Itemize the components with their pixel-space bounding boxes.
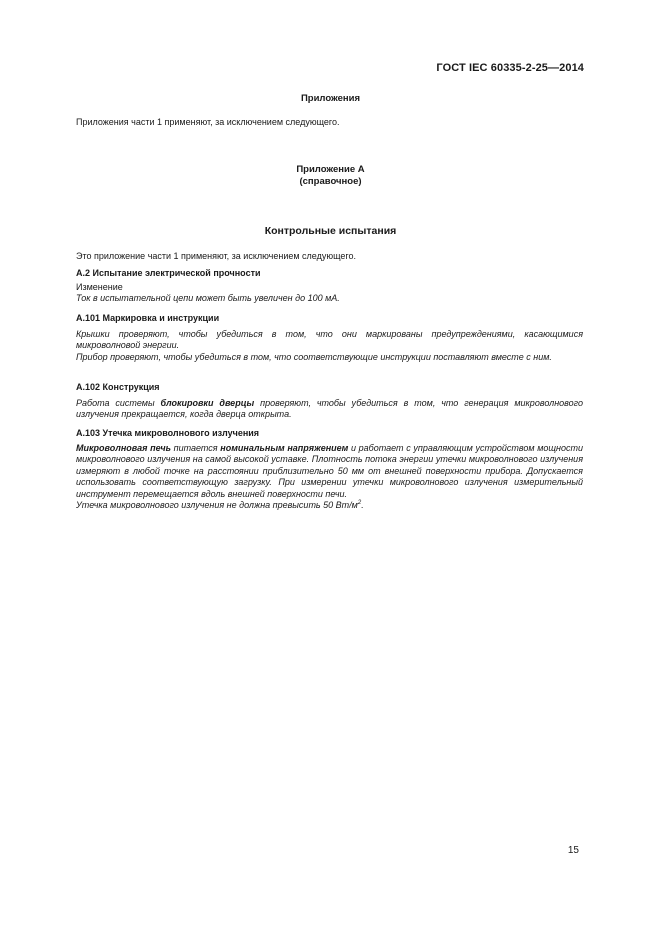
a103-p1-bold2: номинальным напряжением: [220, 442, 349, 453]
a103-p1-post: и работает с управляющим устройством мощности микроволнового излучения на самой высокой уставке. Плотность потока энергии утечки микроволнового излучения измеряют в любой точке на расстоянии приблизительно 50 мм от внешней поверхности прибора. Допускается использовать соответствующую загрузку. При измерении утечки микроволнового излучения измерительный инструмент перемещается вдоль внешней поверхности печи.: [76, 442, 583, 499]
section-a102-p1: [76, 398, 583, 421]
section-a103: [76, 428, 583, 512]
section-a2: [76, 268, 583, 305]
a102-p1-bold: блокировки дверцы: [160, 397, 255, 408]
section-a102: [76, 382, 583, 421]
section-a101: [76, 313, 583, 363]
annex-intro: Это приложение части 1 применяют, за исключением следующего.: [76, 251, 357, 261]
appendices-heading: Приложения: [300, 93, 361, 104]
section-a2-text: Ток в испытательной цепи может быть увеличен до 100 мА.: [76, 293, 340, 303]
page-number: 15: [567, 845, 579, 856]
annex-subtitle: (справочное): [299, 176, 362, 187]
a103-p2-sup: 2: [357, 500, 362, 506]
section-a101-heading: А.101 Маркировка и инструкции: [76, 313, 220, 323]
appendices-text: [76, 117, 583, 129]
a102-p1-post: проверяют, чтобы убедиться в том, что генерация микроволнового излучения прекращается, когда дверца открыта.: [76, 397, 584, 419]
section-a101-p1: Крышки проверяют, чтобы убедиться в том, что они маркированы предупреждениями, касающимися микроволновой энергии.: [76, 328, 583, 350]
section-a103-p2: [76, 500, 583, 512]
a103-p2-text: Утечка микроволнового излучения не должна превысить 50 Вт/м: [76, 500, 358, 510]
a103-p1-bold1: Микроволновая печь: [76, 442, 171, 453]
annex-intro-block: [76, 251, 583, 263]
a102-p1-pre: Работа системы: [76, 397, 161, 408]
annex-title-block: [0, 164, 661, 188]
a103-p2-end: .: [361, 500, 364, 510]
appendices-paragraph: Приложения части 1 применяют, за исключением следующего.: [76, 117, 340, 127]
annex-title: Приложение А: [296, 164, 365, 175]
section-a102-heading: А.102 Конструкция: [76, 382, 160, 392]
section-a103-p1: [76, 443, 583, 501]
annex-heading: Контрольные испытания: [264, 225, 397, 237]
section-a2-heading: А.2 Испытание электрической прочности: [76, 268, 261, 278]
section-a101-p2: Прибор проверяют, чтобы убедиться в том, что соответствующие инструкции поставляют вместе с ним.: [76, 351, 552, 362]
section-a103-heading: А.103 Утечка микроволнового излучения: [76, 428, 260, 438]
section-a2-change: Изменение: [76, 281, 123, 292]
standard-header: ГОСТ IEC 60335-2-25—2014: [436, 62, 584, 74]
a103-p1-mid: питается: [170, 442, 221, 453]
